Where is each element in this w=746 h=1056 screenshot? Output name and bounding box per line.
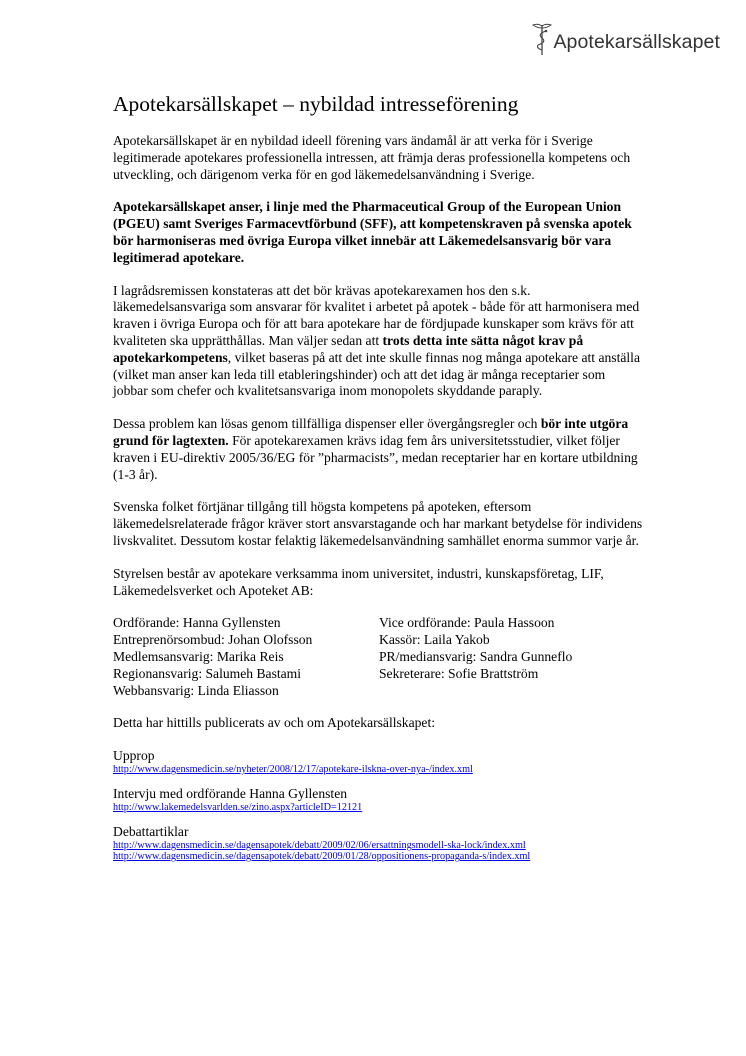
lagradsremiss-paragraph bbox=[113, 283, 643, 401]
publication-intervju bbox=[113, 786, 643, 813]
p3-text-a: I lagrådsremissen konstateras att det bör krävas apotekarexamen hos den s.k. läkemedelsansvariga som ansvarar för kvalitet i arbetet på apotek - både för att harmonisera med kraven i övriga Europa och för att bara apotekare har de fördjupade kunskaper som krävs för att kvaliteten ska upprätthållas. Man väljer sedan att bbox=[113, 282, 640, 348]
board-member: Vice ordförande: Paula Hassoon bbox=[379, 615, 555, 631]
page-title: Apotekarsällskapet – nybildad intresseförening bbox=[113, 92, 519, 116]
caduceus-icon bbox=[532, 22, 552, 56]
kompetens-paragraph: Svenska folket förtjänar tillgång till högsta kompetens på apoteken, eftersom läkemedelsrelaterade frågor kräver stort ansvarstagande och har markant betydelse för individens livskvalitet. Dessutom kostar felaktig läkemedelsanvändning samhället enorma summor varje år. bbox=[113, 499, 643, 548]
publication-link[interactable]: http://www.dagensmedicin.se/dagensapotek/debatt/2009/01/28/oppositionens-propaganda-s/index.xml bbox=[113, 851, 531, 863]
board-member: Medlemsansvarig: Marika Reis bbox=[113, 648, 284, 664]
p4-text-a: Dessa problem kan lösas genom tillfälliga dispenser eller övergångsregler och bbox=[113, 416, 541, 432]
p4-text-b: För apotekarexamen krävs idag fem års universitetsstudier, vilket följer kraven i EU-direktiv 2005/36/EG för ”pharmacists”, medan receptarier har en kortare utbildning (1-3 år). bbox=[113, 432, 638, 482]
publication-title: Debattartiklar bbox=[113, 824, 189, 840]
p4-bold: bör inte utgöra grund för lagtexten. bbox=[113, 416, 629, 448]
board-list bbox=[113, 615, 643, 699]
position-paragraph: Apotekarsällskapet anser, i linje med the Pharmaceutical Group of the European Union (PGEU) samt Sveriges Farmacevtförbund (SFF), att kompetenskraven på svenska apotek bör harmoniseras med övriga Europa vilket innebär att Läkemedelsansvarig bör vara legitimerad apotekare. bbox=[113, 199, 632, 265]
publication-link[interactable]: http://www.dagensmedicin.se/nyheter/2008/12/17/apotekare-ilskna-over-nya-/index.xml bbox=[113, 764, 473, 776]
board-member: Entreprenörsombud: Johan Olofsson bbox=[113, 632, 313, 648]
board-member: Ordförande: Hanna Gyllensten bbox=[113, 615, 281, 631]
board-column-left bbox=[113, 615, 379, 699]
publications-intro: Detta har hittills publicerats av och om Apotekarsällskapet: bbox=[113, 715, 436, 731]
publication-debattartiklar bbox=[113, 824, 643, 862]
styrelse-paragraph: Styrelsen består av apotekare verksamma inom universitet, industri, kunskapsföretag, LIF, Läkemedelsverket och Apoteket AB: bbox=[113, 565, 604, 598]
intro-paragraph: Apotekarsällskapet är en nybildad ideell förening vars ändamål är att verka för i Sverige legitimerade apotekares professionella intressen, att främja deras professionella kompetens och utveckling, och därigenom verka för en god läkemedelsanvändning i Sverige. bbox=[113, 133, 631, 182]
publication-title: Intervju med ordförande Hanna Gyllensten bbox=[113, 786, 348, 802]
board-member: Sekreterare: Sofie Brattström bbox=[379, 665, 539, 681]
board-column-right bbox=[379, 615, 643, 699]
board-member: Kassör: Laila Yakob bbox=[379, 632, 490, 648]
p3-text-b: , vilket baseras på att det inte skulle finnas nog många apotekare att anställa (vilket man anser kan leda till etableringshinder) och att det idag är många receptarier som jobbar som chefer och kvalitetsansvariga inom monopolets skyddande paraply. bbox=[113, 349, 640, 399]
publication-upprop bbox=[113, 748, 643, 775]
publication-title: Upprop bbox=[113, 748, 155, 764]
p3-bold: trots detta inte sätta något krav på apotekarkompetens bbox=[113, 332, 584, 365]
publication-link[interactable]: http://www.lakemedelsvarlden.se/zino.aspx?articleID=12121 bbox=[113, 802, 363, 814]
logo-text: Apotekarsällskapet bbox=[553, 30, 720, 53]
board-member: Webbansvarig: Linda Eliasson bbox=[113, 682, 279, 698]
dispens-paragraph bbox=[113, 416, 643, 483]
board-member: Regionansvarig: Salumeh Bastami bbox=[113, 665, 302, 681]
logo bbox=[532, 22, 720, 56]
document-body bbox=[113, 92, 643, 873]
publication-link[interactable]: http://www.dagensmedicin.se/dagensapotek/debatt/2009/02/06/ersattningsmodell-ska-lock/index.xml bbox=[113, 840, 526, 852]
board-member: PR/mediansvarig: Sandra Gunneflo bbox=[379, 648, 573, 664]
